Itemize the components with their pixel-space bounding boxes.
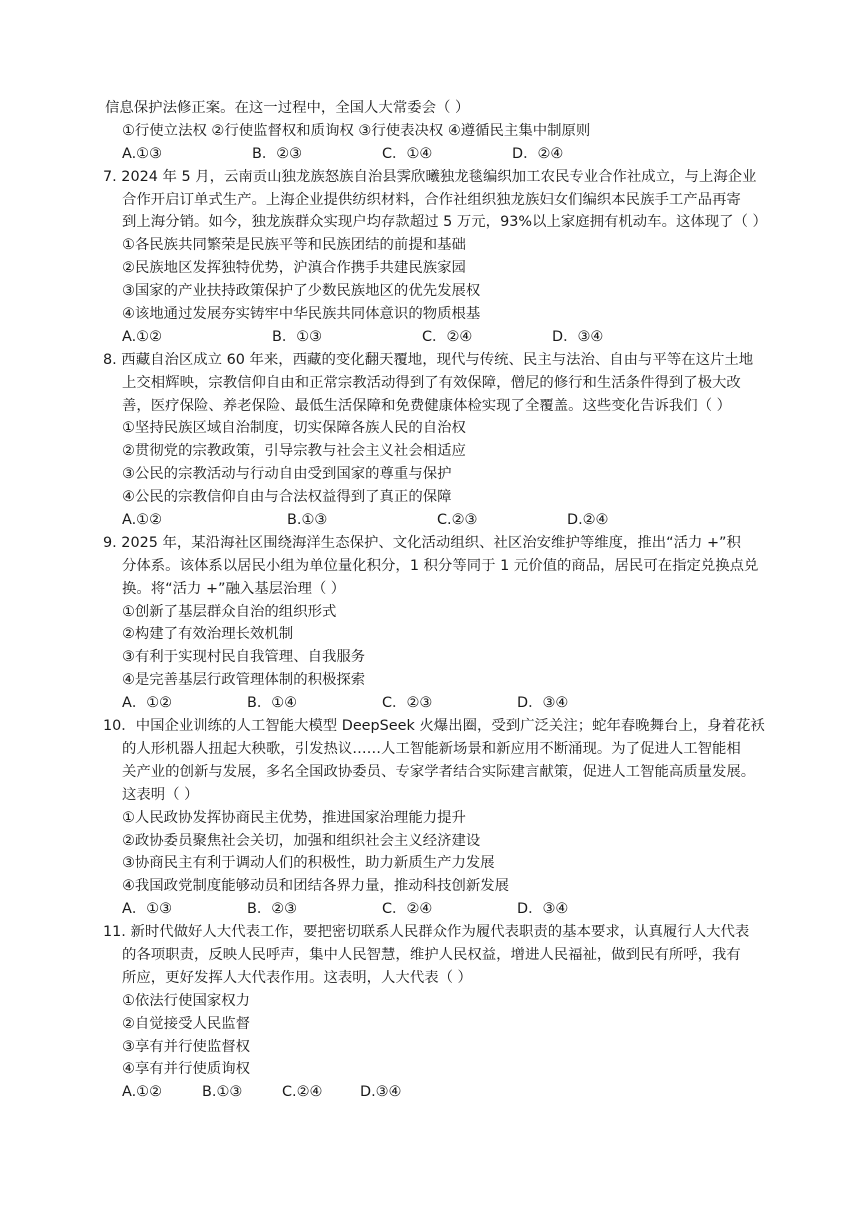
question-11	[105, 921, 755, 1104]
choice-a: A.①②	[122, 1084, 162, 1101]
question-9-stem-line: 换。将“活力 +”融入基层治理（ ）	[122, 580, 346, 597]
question-10-stem-line: 这表明（ ）	[122, 786, 199, 803]
question-8-option: ④公民的宗教信仰自由与合法权益得到了真正的保障	[122, 489, 452, 506]
question-11-choices	[105, 1081, 755, 1104]
question-11-option: ③享有并行使监督权	[122, 1038, 251, 1055]
question-7-option: ①各民族共同繁荣是民族平等和民族团结的前提和基础	[122, 237, 466, 254]
choice-a: A.①②	[122, 328, 162, 345]
choice-d: D．③④	[517, 695, 569, 712]
question-6-choices	[105, 143, 755, 166]
question-7-stem-line: 到上海分销。如今，独龙族群众实现户均存款超过 5 万元，93%以上家庭拥有机动车。这体现了（ ）	[122, 214, 767, 231]
question-9-option: ①创新了基层群众自治的组织形式	[122, 603, 337, 620]
question-10-option: ①人民政协发挥协商民主优势，推进国家治理能力提升	[122, 809, 466, 826]
question-11-option: ②自觉接受人民监督	[122, 1015, 251, 1032]
question-9-choices	[105, 692, 755, 715]
question-11-option: ①依法行使国家权力	[122, 992, 251, 1009]
choice-d: D.②④	[567, 512, 609, 529]
question-8-stem-line: 善，医疗保险、养老保险、最低生活保障和免费健康体检实现了全覆盖。这些变化告诉我们（ ）	[122, 397, 731, 414]
choice-b: B．②③	[252, 145, 303, 162]
question-7-stem-line: 7. 2024 年 5 月，云南贡山独龙族怒族自治县霁欣曦独龙毯编织加工农民专业合作社成立，与上海企业	[103, 168, 757, 185]
question-8-stem-line: 8. 西藏自治区成立 60 年来，西藏的变化翻天覆地，现代与传统、民主与法治、自由与平等在这片土地	[103, 351, 754, 368]
choice-d: D．②④	[512, 145, 564, 162]
question-7-stem-line: 合作开启订单式生产。上海企业提供纺织材料，合作社组织独龙族妇女们编织本民族手工产品再寄	[122, 191, 741, 208]
choice-a: A.①②	[122, 512, 162, 529]
question-6-stem: 信息保护法修正案。在这一过程中，全国人大常委会（ ）	[105, 100, 470, 116]
question-11-stem-line: 的各项职责，反映人民呼声，集中人民智慧，维护人民权益，增进人民福祉，做到民有所呼，我有	[122, 946, 741, 963]
choice-c: C．①④	[382, 145, 433, 162]
question-11-stem-line: 11. 新时代做好人大代表工作，要把密切联系人民群众作为履代表职责的基本要求，认真履行人大代表	[103, 924, 750, 941]
choice-c: C．②④	[382, 901, 433, 918]
question-9-stem-line: 分体系。该体系以居民小组为单位量化积分，1 积分等同于 1 元价值的商品，居民可在指定兑换点兑	[122, 557, 759, 574]
choice-b: B.①③	[202, 1084, 243, 1101]
question-10-stem-line: 10．中国企业训练的人工智能大模型 DeepSeek 火爆出圈，受到广泛关注；蛇年春晚舞台上，身着花袄	[103, 718, 765, 735]
question-10-stem-line: 关产业的创新与发展，多名全国政协委员、专家学者结合实际建言献策，促进人工智能高质量发展。	[122, 763, 756, 780]
question-7-choices	[105, 326, 755, 349]
choice-b: B.①③	[287, 512, 328, 529]
choice-c: C.②④	[282, 1084, 323, 1101]
question-8-choices	[105, 509, 755, 532]
choice-d: D．③④	[552, 328, 604, 345]
choice-d: D.③④	[360, 1084, 402, 1101]
choice-b: B．①③	[272, 328, 323, 345]
choice-b: B．②③	[247, 901, 298, 918]
question-10-option: ④我国政党制度能够动员和团结各界力量，推动科技创新发展	[122, 878, 510, 895]
question-8-option: ①坚持民族区域自治制度，切实保障各族人民的自治权	[122, 420, 466, 437]
choice-c: C.②③	[437, 512, 478, 529]
question-8-option: ③公民的宗教活动与行动自由受到国家的尊重与保护	[122, 466, 452, 483]
question-10-option: ③协商民主有利于调动人们的积极性，助力新质生产力发展	[122, 855, 495, 872]
choice-a: A.①③	[122, 145, 162, 162]
question-11-option: ④享有并行使质询权	[122, 1061, 251, 1078]
question-7-option: ④该地通过发展夯实铸牢中华民族共同体意识的物质根基	[122, 306, 481, 323]
question-9-option: ③有利于实现村民自我管理、自我服务	[122, 649, 366, 666]
question-11-stem-line: 所应，更好发挥人大代表作用。这表明，人大代表（ ）	[122, 969, 472, 986]
question-8-stem-line: 上交相辉映，宗教信仰自由和正常宗教活动得到了有效保障，僧尼的修行和生活条件得到了极大改	[122, 374, 741, 391]
question-6-options: ①行使立法权 ②行使监督权和质询权 ③行使表决权 ④遵循民主集中制原则	[122, 122, 591, 139]
question-7-option: ②民族地区发挥独特优势，沪滇合作携手共建民族家园	[122, 260, 466, 277]
question-9	[103, 532, 759, 715]
choice-b: B．①④	[247, 695, 298, 712]
question-10	[103, 715, 765, 921]
question-7-option: ③国家的产业扶持政策保护了少数民族地区的优先发展权	[122, 283, 481, 300]
choice-c: C．②③	[382, 695, 433, 712]
choice-a: A．①③	[122, 901, 173, 918]
question-7	[103, 166, 767, 349]
choice-c: C．②④	[422, 328, 473, 345]
question-9-option: ②构建了有效治理长效机制	[122, 626, 294, 643]
question-9-stem-line: 9. 2025 年，某沿海社区围绕海洋生态保护、文化活动组织、社区治安维护等维度，推出“活力 +”积	[103, 534, 741, 551]
question-8	[105, 349, 755, 532]
page-content	[103, 97, 767, 1104]
question-10-option: ②政协委员聚焦社会关切，加强和组织社会主义经济建设	[122, 832, 481, 849]
question-10-choices	[105, 898, 755, 921]
question-8-option: ②贯彻党的宗教政策，引导宗教与社会主义社会相适应	[122, 443, 466, 460]
choice-d: D．③④	[517, 901, 569, 918]
question-9-option: ④是完善基层行政管理体制的积极探索	[122, 672, 366, 689]
question-6	[105, 97, 755, 166]
choice-a: A．①②	[122, 695, 173, 712]
question-10-stem-line: 的人形机器人扭起大秧歌，引发热议……人工智能新场景和新应用不断涌现。为了促进人工智能相	[122, 740, 741, 757]
